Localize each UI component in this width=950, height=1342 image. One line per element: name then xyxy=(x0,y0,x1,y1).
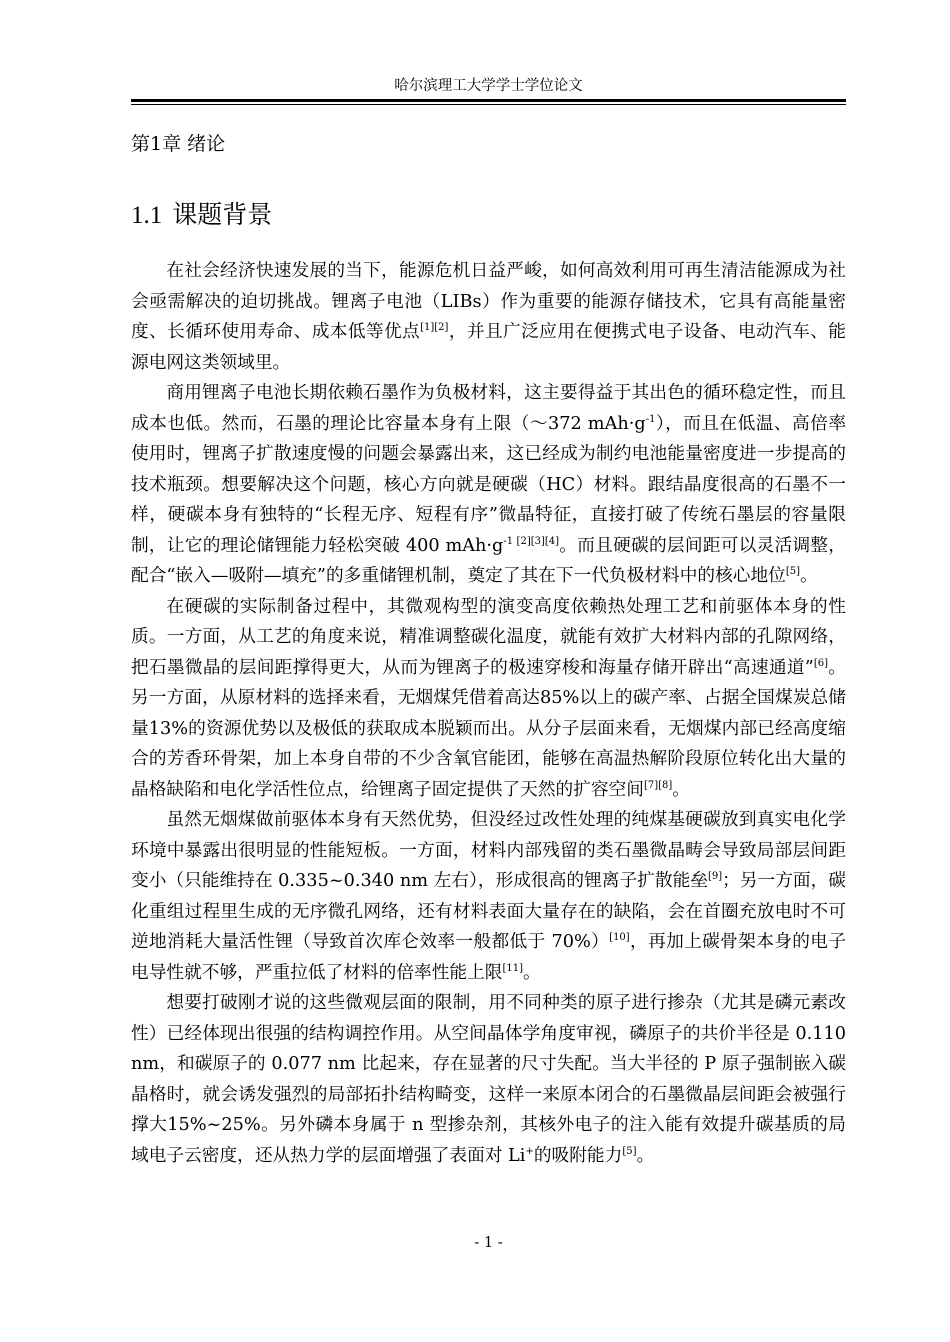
paragraph-text: ；另一方面，碳化重组过程里生成的无序微孔网络，还有材料表面大量存在的缺陷，会在首圈充放电时不可逆地消耗大量活性锂（导致首次库仑效率一般都低于 70%） xyxy=(131,871,846,952)
paragraph-text: 。 xyxy=(636,1145,655,1166)
paragraph-text: 。 xyxy=(800,566,818,586)
citation-superscript: -1 xyxy=(645,413,656,425)
paragraph-text: ），而且在低温、高倍率使用时，锂离子扩散速度慢的问题会暴露出来，这已经成为制约电池能量密度进一步提高的技术瓶颈。想要解决这个问题，核心方向就是硬碳（HC）材料。跟结晶度很高的石墨不一样，硬碳本身有独特的“长程无序、短程有序”微晶特征，直接打破了传统石墨层的容量限制，让它的理论储锂能力轻松突破 400 mAh·g xyxy=(131,413,847,556)
paragraph xyxy=(131,805,846,988)
paragraph-text: 。另一方面，从原材料的选择来看，无烟煤凭借着高达85%以上的碳产率、占据全国煤炭总储量13%的资源优势以及极低的获取成本脱颖而出。从分子层面来看，无烟煤内部已经高度缩合的芳香环骨架，加上本身自带的不少含氧官能团，能够在高温热解阶段原位转化出大量的晶格缺陷和电化学活性位点，给锂离子固定提供了天然的扩容空间 xyxy=(131,657,846,800)
citation-superscript: [5] xyxy=(785,566,801,577)
citation-superscript: [1][2] xyxy=(420,322,449,333)
paragraph-text: 虽然无烟煤做前驱体本身有天然优势，但没经过改性处理的纯煤基硬碳放到真实电化学环境中暴露出很明显的性能短板。一方面，材料内部残留的类石墨微晶畴会导致局部层间距变小（只能维持在 0.335~0.340 nm 左右），形成很高的锂离子扩散能垒 xyxy=(131,810,846,891)
paragraph-text: ，再加上碳骨架本身的电子电导性就不够，严重拉低了材料的倍率性能上限 xyxy=(131,932,846,983)
paragraph xyxy=(131,256,846,378)
paragraph xyxy=(131,988,846,1171)
citation-superscript: [10] xyxy=(609,932,630,943)
paragraph xyxy=(131,378,846,592)
section-title xyxy=(131,198,272,233)
citation-superscript: -1 [2][3][4] xyxy=(503,535,560,547)
page-number: - 1 - xyxy=(474,1235,503,1251)
paragraph-text: 的吸附能力 xyxy=(533,1145,623,1166)
paragraph-text: 。 xyxy=(672,779,690,800)
running-header: 哈尔滨理工大学学士学位论文 xyxy=(394,78,583,94)
paragraph-text: 在硬碳的实际制备过程中，其微观构型的演变高度依赖热处理工艺和前驱体本身的性质。一方面，从工艺的角度来说，精准调整碳化温度，就能有效扩大材料内部的孔隙网络，把石墨微晶的层间距撑得更大，从而为锂离子的极速穿梭和海量存储开辟出“高速通道” xyxy=(131,596,846,678)
citation-superscript: [7][8] xyxy=(643,779,673,791)
chapter-title: 第1章 绪论 xyxy=(131,133,226,155)
paragraph-text: 想要打破刚才说的这些微观层面的限制，用不同种类的原子进行掺杂（尤其是磷元素改性）已经体现出很强的结构调控作用。从空间晶体学角度审视，磷原子的共价半径是 0.110 nm，和碳原子的 0.077 nm 比起来，存在显著的尺寸失配。当大半径的 P 原子强制嵌入碳晶格时，就会诱发强烈的局部拓扑结构畸变，这样一来原本闭合的石墨微晶层间距会被强行撑大15%~25%。另外磷本身属于 n 型掺杂剂，其核外电子的注入能有效提升碳基质的局域电子云密度，还从热力学的层面增强了表面对 Li xyxy=(131,993,846,1166)
paragraph-text: 。 xyxy=(522,962,541,983)
citation-superscript: [11] xyxy=(502,962,523,974)
section-number: 1.1 xyxy=(131,202,163,229)
body-text xyxy=(131,256,846,1171)
citation-superscript: [5] xyxy=(622,1145,637,1157)
section-heading-text: 课题背景 xyxy=(172,200,273,229)
paragraph-text: ，并且广泛应用在便携式电子设备、电动汽车、能源电网这类领域里。 xyxy=(131,322,846,373)
header-rule-thick xyxy=(131,99,846,102)
paragraph-text: 商用锂离子电池长期依赖石墨作为负极材料，这主要得益于其出色的循环稳定性，而且成本也低。然而，石墨的理论比容量本身有上限（～372 mAh·g xyxy=(131,383,846,434)
header-rule-thin xyxy=(131,104,846,105)
paragraph-text: 。而且硬碳的层间距可以灵活调整，配合“嵌入—吸附—填充”的多重储锂机制，奠定了其在下一代负极材料中的核心地位 xyxy=(131,535,846,586)
citation-superscript: [6] xyxy=(813,657,829,669)
citation-superscript: [9] xyxy=(707,871,723,882)
paragraph xyxy=(131,592,846,806)
paragraph-text: 在社会经济快速发展的当下，能源危机日益严峻，如何高效利用可再生清洁能源成为社会亟需解决的迫切挑战。锂离子电池（LIBs）作为重要的能源存储技术，它具有高能量密度、长循环使用寿命、成本低等优点 xyxy=(131,261,846,342)
citation-superscript: + xyxy=(525,1145,534,1157)
